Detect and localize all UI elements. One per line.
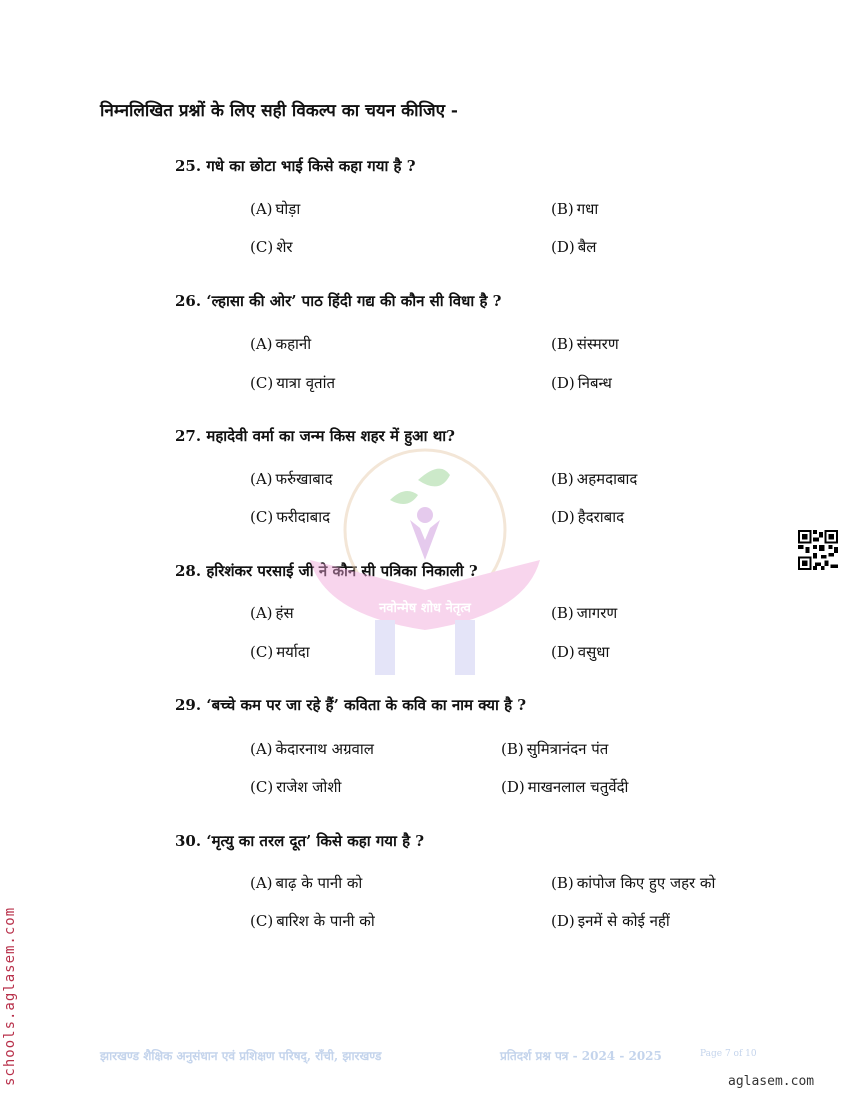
question-number: 28. [175,562,202,580]
qr-code-icon [798,530,838,570]
question-number: 29. [175,696,202,714]
option-text: सुमित्रानंदन पंत [526,740,609,758]
option-27-d [551,507,624,527]
option-text: मर्यादा [276,643,310,661]
option-text: गधा [576,200,599,218]
option-label: (D) [551,374,575,392]
option-text: इनमें से कोई नहीं [577,912,670,930]
option-text: फर्रुखाबाद [275,470,333,488]
watermark-pillar [375,620,395,675]
watermark-pillar [455,620,475,675]
watermark-banner-text: नवोन्मेष शोध नेतृत्व [379,601,471,616]
option-label: (B) [551,335,574,353]
watermark-leaf-icon [390,491,418,504]
option-label: (A) [250,335,273,353]
question-27 [175,426,455,446]
option-label: (A) [250,200,273,218]
option-label: (B) [501,740,524,758]
option-label: (A) [250,874,273,892]
option-label: (C) [250,778,274,796]
option-text: बारिश के पानी को [276,912,375,930]
option-label: (A) [250,470,273,488]
option-label: (B) [551,604,574,622]
option-text: कांपोज किए हुए जहर को [576,874,716,892]
option-25-a [250,199,300,219]
option-text: बाढ़ के पानी को [275,874,363,892]
option-label: (D) [551,912,575,930]
question-text: ‘बच्चे कम पर जा रहे हैं’ कविता के कवि का नाम क्या है ? [206,696,527,714]
question-30 [175,831,424,851]
option-text: यात्रा वृतांत [276,374,336,392]
option-30-c [250,911,375,931]
question-29 [175,695,526,715]
question-number: 26. [175,292,202,310]
watermark-figure-icon [410,520,440,560]
option-text: जागरण [576,604,618,622]
option-label: (B) [551,200,574,218]
option-30-b [551,873,715,893]
option-text: फरीदाबाद [276,508,331,526]
option-label: (C) [250,643,274,661]
watermark-leaf-icon [418,469,450,487]
question-text: हरिशंकर परसाई जी ने कौन सी पत्रिका निकाली ? [206,562,478,580]
option-label: (C) [250,238,274,256]
option-29-c [250,777,341,797]
option-26-c [250,373,335,393]
option-label: (A) [250,604,273,622]
footer-paper-title: प्रतिदर्श प्रश्न पत्र - 2024 - 2025 [500,1049,662,1063]
option-text: शेर [276,238,293,256]
option-text: माखनलाल चतुर्वेदी [527,778,629,796]
option-label: (A) [250,740,273,758]
option-text: राजेश जोशी [276,778,342,796]
option-label: (C) [250,912,274,930]
option-29-d [501,777,628,797]
option-28-c [250,642,310,662]
question-26 [175,291,501,311]
option-text: अहमदाबाद [576,470,638,488]
watermark-figure-head [417,507,433,523]
option-26-d [551,373,612,393]
option-28-d [551,642,609,662]
question-text: गधे का छोटा भाई किसे कहा गया है ? [206,157,416,175]
option-27-c [250,507,330,527]
option-text: केदारनाथ अग्रवाल [275,740,374,758]
question-number: 25. [175,157,202,175]
watermark-ring [345,450,505,610]
option-25-d [551,237,596,257]
side-watermark-url: schools.aglasem.com [2,906,18,1086]
option-text: संस्मरण [576,335,619,353]
corner-watermark-url: aglasem.com [728,1074,815,1089]
option-label: (D) [551,508,575,526]
option-25-c [250,237,293,257]
option-28-b [551,603,617,623]
option-label: (D) [501,778,525,796]
option-text: हंस [275,604,294,622]
option-28-a [250,603,294,623]
option-label: (D) [551,643,575,661]
option-label: (B) [551,874,574,892]
question-text: ‘मृत्यु का तरल दूत’ किसे कहा गया है ? [206,832,425,850]
question-number: 30. [175,832,202,850]
option-29-b [501,739,608,759]
option-text: घोड़ा [275,200,301,218]
instruction-heading: निम्नलिखित प्रश्नों के लिए सही विकल्प का चयन कीजिए - [100,101,458,121]
option-25-b [551,199,598,219]
option-27-a [250,469,333,489]
option-29-a [250,739,374,759]
question-number: 27. [175,427,202,445]
footer-page-number: Page 7 of 10 [700,1049,757,1059]
option-text: हैदराबाद [577,508,625,526]
option-26-b [551,334,619,354]
question-28 [175,561,478,581]
option-label: (D) [551,238,575,256]
question-text: ‘ल्हासा की ओर’ पाठ हिंदी गद्य की कौन सी विधा है ? [206,292,502,310]
footer-organization: झारखण्ड शैक्षिक अनुसंधान एवं प्रशिक्षण परिषद्, राँची, झारखण्ड [100,1049,382,1063]
option-label: (B) [551,470,574,488]
option-27-b [551,469,637,489]
option-text: बैल [577,238,597,256]
option-30-a [250,873,362,893]
question-text: महादेवी वर्मा का जन्म किस शहर में हुआ था? [206,427,455,445]
option-text: कहानी [275,335,312,353]
question-25 [175,156,416,176]
option-text: निबन्ध [577,374,612,392]
option-text: वसुधा [577,643,610,661]
option-26-a [250,334,311,354]
option-label: (C) [250,374,274,392]
option-label: (C) [250,508,274,526]
option-30-d [551,911,670,931]
